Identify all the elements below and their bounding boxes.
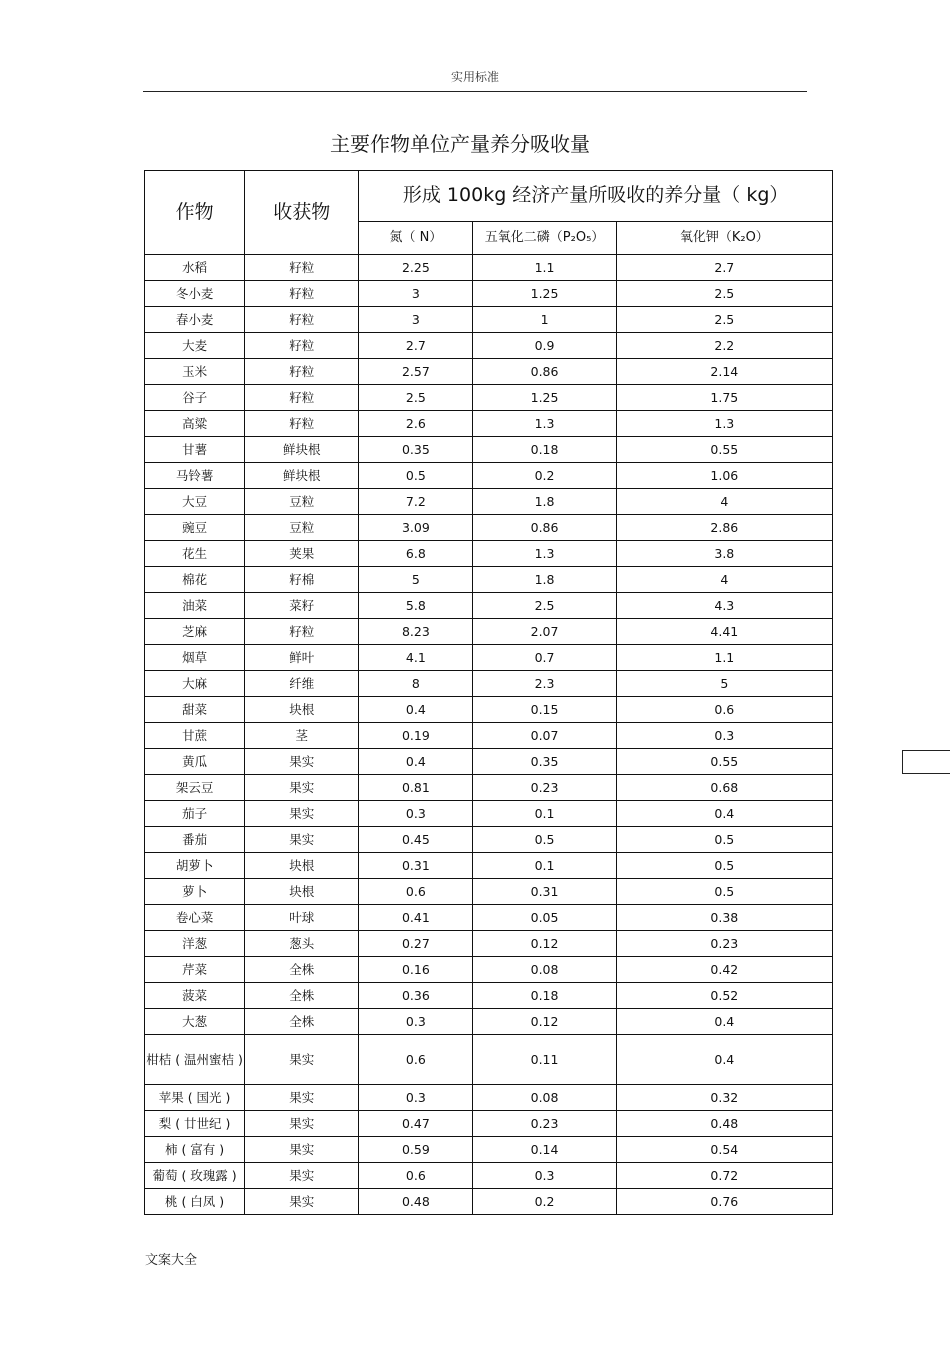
cell-potassium: 4 [616, 489, 832, 515]
table-row [145, 775, 833, 801]
table-row [145, 1189, 833, 1215]
cell-potassium: 2.7 [616, 255, 832, 281]
cell-nitrogen: 8 [359, 671, 473, 697]
cell-potassium: 3.8 [616, 541, 832, 567]
cell-phosphorus: 0.35 [473, 749, 616, 775]
column-header-harvest-part: 收获物 [245, 171, 359, 255]
cell-phosphorus: 0.1 [473, 853, 616, 879]
table-row [145, 281, 833, 307]
cell-harvest-part: 块根 [245, 697, 359, 723]
cell-crop: 甜菜 [145, 697, 245, 723]
cell-potassium: 5 [616, 671, 832, 697]
cell-crop: 甘薯 [145, 437, 245, 463]
cell-harvest-part: 果实 [245, 827, 359, 853]
cell-potassium: 0.76 [616, 1189, 832, 1215]
cell-harvest-part: 果实 [245, 1137, 359, 1163]
cell-phosphorus: 1.1 [473, 255, 616, 281]
cell-crop: 甘蔗 [145, 723, 245, 749]
nutrient-table [144, 170, 833, 1215]
margin-box [902, 750, 950, 774]
table-row [145, 1111, 833, 1137]
cell-phosphorus: 1.3 [473, 541, 616, 567]
cell-crop: 大豆 [145, 489, 245, 515]
table-row [145, 255, 833, 281]
table-row [145, 723, 833, 749]
cell-potassium: 0.38 [616, 905, 832, 931]
cell-harvest-part: 鲜块根 [245, 437, 359, 463]
cell-crop: 烟草 [145, 645, 245, 671]
cell-nitrogen: 0.59 [359, 1137, 473, 1163]
table-row [145, 749, 833, 775]
document-title: 主要作物单位产量养分吸收量 [330, 132, 590, 156]
table-row [145, 567, 833, 593]
cell-crop: 大麦 [145, 333, 245, 359]
table-row [145, 541, 833, 567]
cell-crop: 柿 ( 富有 ) [145, 1137, 245, 1163]
table-row [145, 489, 833, 515]
cell-nitrogen: 0.3 [359, 801, 473, 827]
cell-potassium: 0.68 [616, 775, 832, 801]
cell-crop: 春小麦 [145, 307, 245, 333]
cell-potassium: 0.4 [616, 1035, 832, 1085]
table-row [145, 359, 833, 385]
cell-crop: 茄子 [145, 801, 245, 827]
cell-harvest-part: 豆粒 [245, 489, 359, 515]
cell-harvest-part: 豆粒 [245, 515, 359, 541]
cell-harvest-part: 全株 [245, 983, 359, 1009]
cell-phosphorus: 1.8 [473, 489, 616, 515]
cell-harvest-part: 果实 [245, 1111, 359, 1137]
cell-harvest-part: 葱头 [245, 931, 359, 957]
cell-nitrogen: 0.47 [359, 1111, 473, 1137]
cell-harvest-part: 籽粒 [245, 281, 359, 307]
cell-potassium: 0.23 [616, 931, 832, 957]
cell-potassium: 0.5 [616, 853, 832, 879]
cell-harvest-part: 全株 [245, 1009, 359, 1035]
cell-nitrogen: 0.35 [359, 437, 473, 463]
cell-nitrogen: 2.5 [359, 385, 473, 411]
cell-potassium: 2.86 [616, 515, 832, 541]
table-row [145, 515, 833, 541]
column-group-header-nutrients: 形成 100kg 经济产量所吸收的养分量（ kg） [359, 171, 833, 222]
cell-nitrogen: 0.6 [359, 1163, 473, 1189]
table-row [145, 1085, 833, 1111]
cell-nitrogen: 0.5 [359, 463, 473, 489]
table-row [145, 619, 833, 645]
cell-phosphorus: 0.3 [473, 1163, 616, 1189]
cell-crop: 苹果 ( 国光 ) [145, 1085, 245, 1111]
cell-crop: 胡萝卜 [145, 853, 245, 879]
cell-potassium: 0.4 [616, 801, 832, 827]
table-row [145, 879, 833, 905]
cell-harvest-part: 籽粒 [245, 333, 359, 359]
cell-nitrogen: 2.57 [359, 359, 473, 385]
cell-crop: 黄瓜 [145, 749, 245, 775]
cell-harvest-part: 菜籽 [245, 593, 359, 619]
table-row [145, 385, 833, 411]
cell-nitrogen: 0.36 [359, 983, 473, 1009]
table-row [145, 697, 833, 723]
column-header-potassium: 氧化钾（K₂O） [616, 222, 832, 255]
cell-phosphorus: 0.12 [473, 1009, 616, 1035]
cell-harvest-part: 籽粒 [245, 307, 359, 333]
cell-nitrogen: 0.16 [359, 957, 473, 983]
cell-crop: 柑桔 ( 温州蜜桔 ) [145, 1035, 245, 1085]
table-row [145, 411, 833, 437]
cell-potassium: 4.3 [616, 593, 832, 619]
cell-phosphorus: 2.3 [473, 671, 616, 697]
cell-crop: 油菜 [145, 593, 245, 619]
cell-harvest-part: 鲜块根 [245, 463, 359, 489]
cell-crop: 玉米 [145, 359, 245, 385]
cell-phosphorus: 0.18 [473, 983, 616, 1009]
table-row [145, 827, 833, 853]
cell-crop: 谷子 [145, 385, 245, 411]
cell-nitrogen: 0.81 [359, 775, 473, 801]
cell-harvest-part: 纤维 [245, 671, 359, 697]
cell-potassium: 0.5 [616, 827, 832, 853]
cell-harvest-part: 果实 [245, 1163, 359, 1189]
cell-crop: 卷心菜 [145, 905, 245, 931]
cell-potassium: 1.75 [616, 385, 832, 411]
cell-potassium: 0.4 [616, 1009, 832, 1035]
cell-phosphorus: 0.18 [473, 437, 616, 463]
cell-nitrogen: 0.45 [359, 827, 473, 853]
cell-nitrogen: 2.25 [359, 255, 473, 281]
cell-phosphorus: 0.31 [473, 879, 616, 905]
cell-crop: 芹菜 [145, 957, 245, 983]
cell-nitrogen: 0.4 [359, 697, 473, 723]
column-header-nitrogen: 氮（ N） [359, 222, 473, 255]
cell-phosphorus: 0.23 [473, 1111, 616, 1137]
table-row [145, 463, 833, 489]
cell-harvest-part: 荚果 [245, 541, 359, 567]
column-header-crop: 作物 [145, 171, 245, 255]
cell-nitrogen: 8.23 [359, 619, 473, 645]
cell-nitrogen: 0.4 [359, 749, 473, 775]
cell-nitrogen: 3 [359, 307, 473, 333]
cell-potassium: 1.3 [616, 411, 832, 437]
cell-crop: 马铃薯 [145, 463, 245, 489]
table-row [145, 1009, 833, 1035]
cell-nitrogen: 0.6 [359, 879, 473, 905]
cell-nitrogen: 3.09 [359, 515, 473, 541]
table-body [145, 255, 833, 1215]
cell-crop: 花生 [145, 541, 245, 567]
cell-harvest-part: 果实 [245, 1035, 359, 1085]
cell-harvest-part: 茎 [245, 723, 359, 749]
cell-phosphorus: 0.07 [473, 723, 616, 749]
cell-nitrogen: 0.3 [359, 1085, 473, 1111]
cell-potassium: 1.1 [616, 645, 832, 671]
cell-phosphorus: 0.05 [473, 905, 616, 931]
cell-crop: 豌豆 [145, 515, 245, 541]
cell-phosphorus: 0.5 [473, 827, 616, 853]
cell-phosphorus: 2.07 [473, 619, 616, 645]
cell-crop: 葡萄 ( 玫瑰露 ) [145, 1163, 245, 1189]
cell-harvest-part: 果实 [245, 801, 359, 827]
cell-nitrogen: 0.31 [359, 853, 473, 879]
table-row [145, 1137, 833, 1163]
cell-potassium: 0.72 [616, 1163, 832, 1189]
cell-nitrogen: 4.1 [359, 645, 473, 671]
cell-potassium: 0.55 [616, 437, 832, 463]
table-row [145, 801, 833, 827]
cell-harvest-part: 籽粒 [245, 255, 359, 281]
header-divider [143, 91, 807, 92]
cell-potassium: 0.32 [616, 1085, 832, 1111]
table-row [145, 957, 833, 983]
cell-harvest-part: 果实 [245, 775, 359, 801]
cell-phosphorus: 0.86 [473, 515, 616, 541]
cell-nitrogen: 5 [359, 567, 473, 593]
cell-potassium: 0.52 [616, 983, 832, 1009]
cell-harvest-part: 块根 [245, 879, 359, 905]
cell-crop: 番茄 [145, 827, 245, 853]
cell-crop: 架云豆 [145, 775, 245, 801]
cell-crop: 梨 ( 廿世纪 ) [145, 1111, 245, 1137]
page-header: 实用标准 [450, 70, 499, 84]
cell-nitrogen: 7.2 [359, 489, 473, 515]
cell-harvest-part: 块根 [245, 853, 359, 879]
cell-potassium: 0.3 [616, 723, 832, 749]
table-row [145, 1035, 833, 1085]
cell-phosphorus: 0.14 [473, 1137, 616, 1163]
table-row [145, 593, 833, 619]
cell-phosphorus: 0.7 [473, 645, 616, 671]
cell-potassium: 2.2 [616, 333, 832, 359]
cell-nitrogen: 0.19 [359, 723, 473, 749]
cell-harvest-part: 籽粒 [245, 411, 359, 437]
cell-phosphorus: 0.08 [473, 1085, 616, 1111]
cell-harvest-part: 籽粒 [245, 359, 359, 385]
cell-nitrogen: 5.8 [359, 593, 473, 619]
cell-nitrogen: 3 [359, 281, 473, 307]
cell-potassium: 0.48 [616, 1111, 832, 1137]
table-row [145, 853, 833, 879]
cell-potassium: 2.14 [616, 359, 832, 385]
cell-phosphorus: 1.8 [473, 567, 616, 593]
cell-nitrogen: 6.8 [359, 541, 473, 567]
cell-phosphorus: 0.2 [473, 1189, 616, 1215]
table-row [145, 307, 833, 333]
cell-phosphorus: 0.11 [473, 1035, 616, 1085]
cell-potassium: 0.55 [616, 749, 832, 775]
table-row [145, 333, 833, 359]
table-row [145, 931, 833, 957]
table-row [145, 905, 833, 931]
cell-nitrogen: 0.48 [359, 1189, 473, 1215]
cell-harvest-part: 鲜叶 [245, 645, 359, 671]
cell-crop: 高粱 [145, 411, 245, 437]
cell-harvest-part: 籽棉 [245, 567, 359, 593]
cell-potassium: 0.42 [616, 957, 832, 983]
cell-nitrogen: 0.27 [359, 931, 473, 957]
cell-phosphorus: 0.08 [473, 957, 616, 983]
cell-phosphorus: 1.25 [473, 385, 616, 411]
cell-phosphorus: 0.23 [473, 775, 616, 801]
cell-potassium: 0.54 [616, 1137, 832, 1163]
cell-phosphorus: 2.5 [473, 593, 616, 619]
cell-crop: 大葱 [145, 1009, 245, 1035]
page-footer: 文案大全 [145, 1253, 198, 1268]
table-row [145, 983, 833, 1009]
cell-potassium: 2.5 [616, 307, 832, 333]
table-header-row [145, 171, 833, 222]
cell-crop: 芝麻 [145, 619, 245, 645]
cell-phosphorus: 0.2 [473, 463, 616, 489]
cell-harvest-part: 果实 [245, 1085, 359, 1111]
cell-phosphorus: 0.9 [473, 333, 616, 359]
cell-potassium: 1.06 [616, 463, 832, 489]
column-header-phosphorus: 五氧化二磷（P₂O₅） [473, 222, 616, 255]
cell-harvest-part: 果实 [245, 749, 359, 775]
cell-crop: 菠菜 [145, 983, 245, 1009]
cell-harvest-part: 籽粒 [245, 619, 359, 645]
cell-potassium: 2.5 [616, 281, 832, 307]
cell-crop: 大麻 [145, 671, 245, 697]
table-row [145, 437, 833, 463]
cell-nitrogen: 0.3 [359, 1009, 473, 1035]
cell-phosphorus: 0.86 [473, 359, 616, 385]
cell-crop: 桃 ( 白凤 ) [145, 1189, 245, 1215]
cell-nitrogen: 2.7 [359, 333, 473, 359]
cell-nitrogen: 0.6 [359, 1035, 473, 1085]
table-row [145, 1163, 833, 1189]
cell-harvest-part: 籽粒 [245, 385, 359, 411]
cell-phosphorus: 1.25 [473, 281, 616, 307]
cell-harvest-part: 果实 [245, 1189, 359, 1215]
cell-harvest-part: 全株 [245, 957, 359, 983]
cell-phosphorus: 1.3 [473, 411, 616, 437]
cell-phosphorus: 1 [473, 307, 616, 333]
cell-phosphorus: 0.15 [473, 697, 616, 723]
cell-potassium: 4.41 [616, 619, 832, 645]
table-row [145, 645, 833, 671]
cell-crop: 萝卜 [145, 879, 245, 905]
cell-crop: 棉花 [145, 567, 245, 593]
cell-potassium: 0.6 [616, 697, 832, 723]
cell-crop: 冬小麦 [145, 281, 245, 307]
cell-phosphorus: 0.1 [473, 801, 616, 827]
table-row [145, 671, 833, 697]
cell-potassium: 4 [616, 567, 832, 593]
cell-phosphorus: 0.12 [473, 931, 616, 957]
cell-crop: 洋葱 [145, 931, 245, 957]
cell-crop: 水稻 [145, 255, 245, 281]
cell-nitrogen: 2.6 [359, 411, 473, 437]
cell-potassium: 0.5 [616, 879, 832, 905]
cell-nitrogen: 0.41 [359, 905, 473, 931]
cell-harvest-part: 叶球 [245, 905, 359, 931]
